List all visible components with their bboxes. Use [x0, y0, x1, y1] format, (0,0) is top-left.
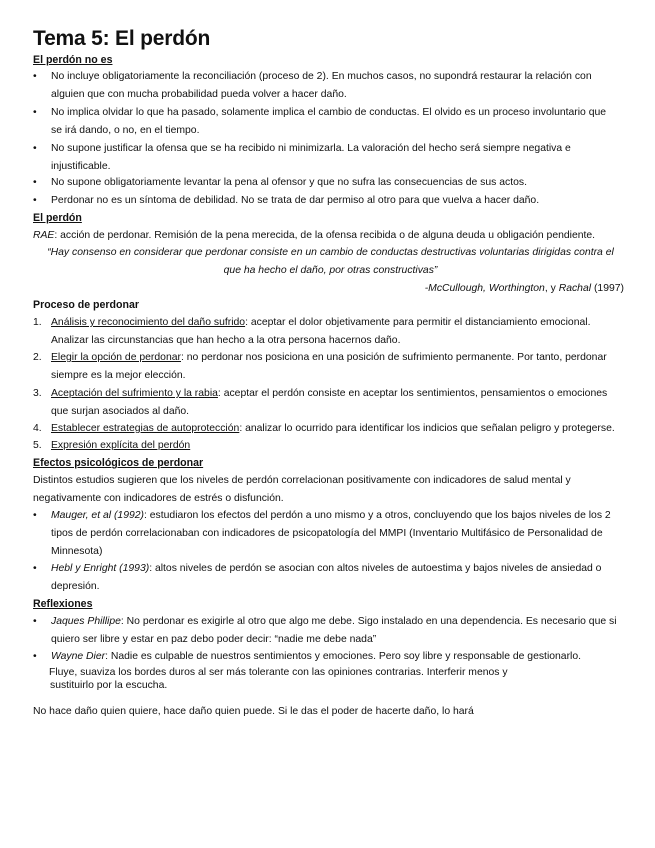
list-item: No incluye obligatoriamente la reconciliación (proceso de 2). En muchos casos, no supondrá restaurar la relación con alguien que con mucha probabilidad pueda volver a hacer daño. [51, 71, 592, 100]
bullet-marker: • [33, 177, 37, 188]
list-item: Elegir la opción de perdonar: no perdonar nos posiciona en una posición de sufrimiento permanente. Por tanto, perdonar siempre es la mejor elección. [51, 352, 607, 381]
quote-attribution: -McCullough, Worthington, y Rachal (1997) [424, 283, 624, 294]
bullet-marker: • [33, 71, 37, 82]
list-number: 5. [33, 440, 42, 451]
list-item: Jaques Phillipe: No perdonar es exigirle al otro que algo me debe. Sigo instalado en una dependencia. Es necesario que si quiero ser libre y estar en paz debo poder decir: “nadie me debe nada” [51, 616, 617, 645]
page-title: Tema 5: El perdón [33, 27, 211, 50]
list-number: 3. [33, 388, 42, 399]
bullet-marker: • [33, 510, 37, 521]
list-item: Establecer estrategias de autoprotección: analizar lo ocurrido para identificar los indicios que señalan peligro y protegerse. [51, 423, 615, 434]
list-item: Perdonar no es un síntoma de debilidad. No se trata de dar permiso al otro para que vuelva a hacer daño. [51, 195, 540, 206]
section-heading-efectos: Efectos psicológicos de perdonar [33, 457, 204, 469]
list-item: Análisis y reconocimiento del daño sufrido: aceptar el dolor objetivamente para permitir el distanciamiento emocional. Analizar las circunstancias que han hecho a la otra persona hacernos daño. [51, 317, 591, 346]
closing-sentence: No hace daño quien quiere, hace daño quien puede. Si le das el poder de hacerte daño, lo hará [33, 706, 474, 717]
list-number: 2. [33, 352, 42, 363]
list-item: Hebl y Enright (1993): altos niveles de perdón se asocian con altos niveles de autoestima y bajos niveles de ansiedad o depresión. [51, 563, 602, 592]
list-number: 1. [33, 317, 42, 328]
list-item: No supone justificar la ofensa que se ha recibido ni minimizarla. La valoración del hecho será siempre negativa e injustificable. [51, 143, 571, 172]
paragraph: Distintos estudios sugieren que los niveles de perdón correlacionan positivamente con indicadores de salud mental y negativamente con indicadores de estrés o disfunción. [33, 475, 571, 504]
rae-definition: RAE: acción de perdonar. Remisión de la pena merecida, de la ofensa recibida o de alguna deuda u obligación pendiente. [33, 230, 596, 241]
list-item: No supone obligatoriamente levantar la pena al ofensor y que no sufra las consecuencias de sus actos. [51, 177, 527, 188]
list-item: Mauger, et al (1992): estudiaron los efectos del perdón a uno mismo y a otros, concluyendo que los bajos niveles de los 2 tipos de perdón correlacionaban con indicadores de psicopatología del MMPI (Inventario Multifásico de Personalidad de Minnesota) [51, 510, 611, 557]
section-heading-proceso: Proceso de perdonar [33, 299, 139, 311]
bullet-marker: • [33, 563, 37, 574]
quote: “Hay consenso en considerar que perdonar consiste en un cambio de conductas destructivas voluntarias dirigidas contra el que ha hecho el daño, por otras constructivas” [47, 247, 614, 276]
bullet-marker: • [33, 616, 37, 627]
bullet-marker: • [33, 195, 37, 206]
bullet-marker: • [33, 143, 37, 154]
section-heading-reflexiones: Reflexiones [33, 598, 93, 610]
list-item: No implica olvidar lo que ha pasado, solamente implica el cambio de conductas. El olvido es un proceso involuntario que se irá dando, o no, en el tiempo. [51, 107, 607, 136]
list-number: 4. [33, 423, 42, 434]
list-item: Aceptación del sufrimiento y la rabia: aceptar el perdón consiste en aceptar los sentimientos, pensamientos o emociones que surjan asociados al daño. [51, 388, 608, 417]
list-item-continuation: Fluye, suaviza los bordes duros al ser más tolerante con las opiniones contrarias. Interferir menos y sustituirlo por la escucha. [49, 667, 508, 691]
list-item: Expresión explícita del perdón [51, 440, 191, 451]
bullet-marker: • [33, 651, 37, 662]
section-heading-el-perdon: El perdón [33, 212, 82, 224]
section-heading-no-es: El perdón no es [33, 54, 113, 66]
list-item: Wayne Dier: Nadie es culpable de nuestros sentimientos y emociones. Pero soy libre y responsable de gestionarlo. [51, 651, 582, 662]
bullet-marker: • [33, 107, 37, 118]
